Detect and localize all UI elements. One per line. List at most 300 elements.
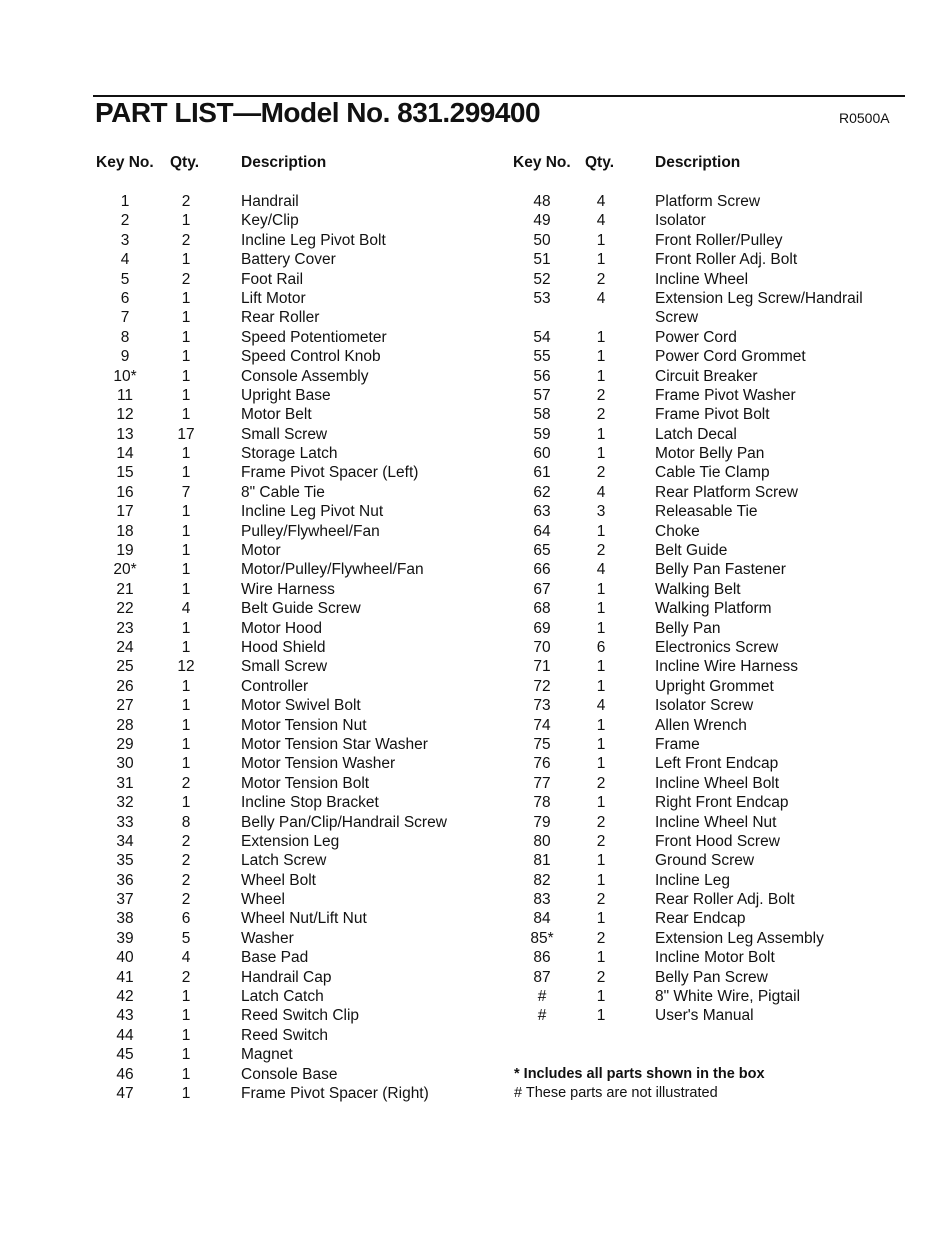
part-key-number: 47 [116,1084,134,1102]
part-description: Incline Leg [655,871,730,889]
part-description: Reed Switch [241,1026,329,1044]
part-quantity: 1 [181,794,191,812]
part-quantity: 2 [596,891,606,909]
part-row [0,793,950,812]
part-quantity: 1 [596,522,606,540]
part-row [0,774,950,793]
part-quantity: 2 [596,270,606,288]
part-row [0,463,950,482]
part-row [0,909,950,928]
part-description: Rear Roller [241,309,320,327]
part-quantity: 1 [596,1007,606,1025]
part-key-number: 33 [116,813,134,831]
part-row [0,638,950,657]
part-quantity: 1 [596,231,606,249]
part-key-number: 19 [116,542,134,560]
part-row [0,716,950,735]
part-row [0,386,950,405]
part-key-number: 8 [120,328,130,346]
part-row [0,1045,470,1064]
part-row [0,483,950,502]
part-description: Frame Pivot Bolt [655,406,770,424]
right-parts-list [0,192,950,1026]
part-quantity: 5 [181,929,191,947]
part-key-number: 77 [533,774,551,792]
part-description: Speed Control Knob [241,348,381,366]
part-description: Motor [241,542,281,560]
part-quantity: 1 [181,386,191,404]
part-description: Belly Pan/Clip/Handrail Screw [241,813,447,831]
right-description-header: Description [655,154,741,171]
part-description: Circuit Breaker [655,367,758,385]
part-description: Foot Rail [241,270,304,288]
part-key-number: 59 [533,425,551,443]
part-quantity: 1 [181,677,191,695]
part-quantity: 1 [596,600,606,618]
part-quantity: 1 [181,1026,191,1044]
page-title: PART LIST—Model No. 831.299400 [95,97,541,128]
part-key-number: 34 [116,832,134,850]
left-key-header: Key No. [96,154,154,171]
part-row [0,929,950,948]
part-description: Latch Screw [241,852,327,870]
part-description: Rear Platform Screw [655,483,798,501]
part-quantity: 1 [596,871,606,889]
part-quantity: 1 [181,638,191,656]
part-key-number: 24 [116,638,134,656]
part-description: Handrail Cap [241,968,332,986]
part-description: Wheel Nut/Lift Nut [241,910,367,928]
part-quantity: 1 [181,367,191,385]
part-description: Left Front Endcap [655,755,779,773]
part-quantity: 2 [181,891,191,909]
part-key-number: # [537,988,547,1006]
part-key-number: 4 [120,251,130,269]
part-quantity: 4 [596,561,606,579]
part-row [0,231,950,250]
part-description: Latch Decal [655,425,737,443]
part-quantity: 1 [596,425,606,443]
part-description: Handrail [241,193,299,210]
part-description: Frame [655,735,700,753]
part-description: Console Base [241,1065,338,1083]
part-description: 8" Cable Tie [241,483,325,501]
part-quantity: 1 [596,251,606,269]
part-description: Power Cord [655,328,737,346]
part-description: Hood Shield [241,638,326,656]
part-quantity: 2 [181,270,191,288]
part-quantity: 2 [181,968,191,986]
part-key-number: 51 [533,251,551,269]
part-quantity: 1 [181,988,191,1006]
part-key-number: 6 [120,289,130,307]
part-description: Extension Leg Screw/Handrail [655,289,863,307]
part-description: Extension Leg [241,832,340,850]
part-row [0,948,950,967]
part-quantity: 2 [596,968,606,986]
part-description: Belly Pan Screw [655,968,768,986]
part-description: Electronics Screw [655,638,779,656]
part-row [0,1026,470,1045]
part-quantity: 17 [177,425,195,443]
part-description: Motor Belly Pan [655,445,765,463]
right-qty-header: Qty. [585,154,614,171]
part-key-number: 12 [116,406,134,424]
part-quantity: 1 [596,794,606,812]
part-description: Small Screw [241,425,328,443]
part-quantity: 2 [596,832,606,850]
part-description: Frame Pivot Spacer (Left) [241,464,419,482]
part-key-number: 46 [116,1065,134,1083]
part-quantity: 2 [596,386,606,404]
part-row [0,522,950,541]
part-row [0,987,950,1006]
part-quantity: 1 [181,503,191,521]
part-key-number: 45 [116,1046,134,1064]
part-row [0,580,950,599]
part-key-number: 49 [533,212,551,230]
part-description: Ground Screw [655,852,755,870]
part-key-number: 28 [116,716,134,734]
part-key-number: 83 [533,891,551,909]
part-description: 8" White Wire, Pigtail [655,988,801,1006]
part-key-number: 11 [116,386,134,404]
part-description: Console Assembly [241,367,369,385]
part-quantity: 1 [181,542,191,560]
part-row [0,347,950,366]
part-key-number: 20* [113,561,137,579]
part-description: Motor/Pulley/Flywheel/Fan [241,561,424,579]
part-description: Motor Belt [241,406,312,424]
part-key-number: 65 [533,542,551,560]
part-description: Screw [655,309,699,327]
part-description: Wheel [241,891,285,909]
part-quantity: 2 [181,832,191,850]
part-description: Washer [241,929,294,947]
part-key-number: 1 [120,193,130,210]
part-quantity: 1 [181,697,191,715]
part-description: Incline Wire Harness [655,658,798,676]
left-description-header: Description [241,154,327,171]
part-row [0,813,950,832]
part-description: User's Manual [655,1007,754,1025]
part-row [0,696,950,715]
part-description: Incline Motor Bolt [655,949,775,967]
part-quantity: 1 [181,1084,191,1102]
part-key-number: 70 [533,638,551,656]
part-key-number: 13 [116,425,134,443]
part-row [0,367,950,386]
part-row [0,308,950,327]
part-key-number: 87 [533,968,551,986]
left-qty-header: Qty. [170,154,199,171]
part-description: Extension Leg Assembly [655,929,824,947]
part-row [0,832,950,851]
part-row [0,657,950,676]
part-quantity: 1 [596,445,606,463]
part-key-number: 67 [533,580,551,598]
part-description: Key/Clip [241,212,299,230]
part-description: Motor Swivel Bolt [241,697,361,715]
part-description: Wire Harness [241,580,335,598]
part-description: Allen Wrench [655,716,747,734]
part-description: Motor Tension Nut [241,716,367,734]
part-quantity: 1 [596,852,606,870]
part-description: Incline Leg Pivot Bolt [241,231,386,249]
part-key-number: 55 [533,348,551,366]
part-key-number: 69 [533,619,551,637]
includes-note: * Includes all parts shown in the box [514,1066,765,1082]
part-description: Battery Cover [241,251,336,269]
part-quantity: 4 [596,193,606,210]
part-key-number: 26 [116,677,134,695]
part-quantity: 1 [181,580,191,598]
part-key-number: 23 [116,619,134,637]
part-row [0,211,950,230]
part-description: Reed Switch Clip [241,1007,360,1025]
part-quantity: 2 [596,464,606,482]
part-key-number: # [537,1007,547,1025]
part-quantity: 1 [181,1065,191,1083]
part-quantity: 1 [181,561,191,579]
part-quantity: 1 [181,348,191,366]
part-key-number: 73 [533,697,551,715]
part-quantity: 4 [181,949,191,967]
part-quantity: 1 [596,580,606,598]
part-description: Choke [655,522,700,540]
part-quantity: 4 [596,212,606,230]
part-row [0,192,950,211]
part-key-number: 57 [533,386,551,404]
part-key-number: 81 [533,852,551,870]
part-quantity: 1 [596,755,606,773]
part-description: Front Hood Screw [655,832,780,850]
part-row [0,1006,950,1025]
part-description: Magnet [241,1046,293,1064]
part-key-number: 41 [116,968,134,986]
part-description: Pulley/Flywheel/Fan [241,522,380,540]
part-description: Motor Tension Washer [241,755,396,773]
part-row [0,328,950,347]
part-key-number: 63 [533,503,551,521]
part-quantity: 6 [596,638,606,656]
part-description: Walking Belt [655,580,741,598]
part-row [0,851,950,870]
part-description: Right Front Endcap [655,794,789,812]
part-quantity: 1 [181,522,191,540]
part-key-number: 30 [116,755,134,773]
part-description: Belt Guide [655,542,728,560]
part-key-number: 86 [533,949,551,967]
part-key-number: 25 [116,658,134,676]
part-key-number: 36 [116,871,134,889]
part-row [0,1084,470,1103]
part-quantity: 1 [181,716,191,734]
part-quantity: 4 [596,483,606,501]
part-description: Motor Tension Bolt [241,774,370,792]
part-key-number: 75 [533,735,551,753]
part-quantity: 1 [181,619,191,637]
part-quantity: 4 [181,600,191,618]
not-illustrated-note: # These parts are not illustrated [514,1085,718,1101]
part-quantity: 1 [596,949,606,967]
part-row [0,599,950,618]
part-key-number: 54 [533,328,551,346]
part-key-number: 22 [116,600,134,618]
part-description: Frame Pivot Washer [655,386,796,404]
part-description: Platform Screw [655,193,761,210]
part-key-number: 9 [120,348,130,366]
part-quantity: 2 [596,406,606,424]
part-quantity: 2 [181,774,191,792]
part-row [0,405,950,424]
part-key-number: 60 [533,445,551,463]
part-key-number: 35 [116,852,134,870]
part-row [0,270,950,289]
part-key-number: 43 [116,1007,134,1025]
part-description: Latch Catch [241,988,324,1006]
part-key-number: 71 [533,658,551,676]
part-description: Incline Wheel Bolt [655,774,780,792]
part-row [0,289,950,308]
part-description: Lift Motor [241,289,306,307]
part-quantity: 6 [181,910,191,928]
part-quantity: 1 [596,716,606,734]
part-row [0,1065,470,1084]
part-description: Incline Wheel [655,270,749,288]
part-quantity: 1 [181,309,191,327]
part-description: Cable Tie Clamp [655,464,770,482]
part-description: Upright Grommet [655,677,774,695]
part-description: Wheel Bolt [241,871,316,889]
part-description: Isolator [655,212,706,230]
part-row [0,890,950,909]
part-key-number: 80 [533,832,551,850]
part-description: Belly Pan [655,619,721,637]
part-description: Incline Wheel Nut [655,813,777,831]
part-quantity: 1 [596,328,606,346]
part-quantity: 1 [181,755,191,773]
part-key-number: 44 [116,1026,134,1044]
part-quantity: 2 [596,774,606,792]
part-row [0,502,950,521]
right-key-header: Key No. [513,154,571,171]
part-quantity: 8 [181,813,191,831]
part-key-number: 17 [116,503,134,521]
part-quantity: 1 [596,735,606,753]
part-row [0,754,950,773]
part-description: Frame Pivot Spacer (Right) [241,1084,429,1102]
part-description: Motor Hood [241,619,322,637]
part-description: Belt Guide Screw [241,600,361,618]
part-quantity: 4 [596,697,606,715]
part-quantity: 1 [181,212,191,230]
part-key-number: 40 [116,949,134,967]
part-quantity: 2 [181,193,191,210]
part-description: Upright Base [241,386,331,404]
part-key-number: 74 [533,716,551,734]
part-key-number: 15 [116,464,134,482]
part-key-number: 21 [116,580,134,598]
part-key-number: 18 [116,522,134,540]
part-key-number: 79 [533,813,551,831]
part-description: Walking Platform [655,600,772,618]
part-quantity: 1 [181,735,191,753]
part-description: Rear Endcap [655,910,746,928]
part-quantity: 3 [596,503,606,521]
part-quantity: 1 [596,619,606,637]
part-quantity: 2 [181,231,191,249]
part-quantity: 2 [596,929,606,947]
part-quantity: 1 [181,1007,191,1025]
part-quantity: 4 [596,289,606,307]
part-quantity: 1 [181,445,191,463]
part-row [0,444,950,463]
part-row [0,735,950,754]
part-key-number: 2 [120,212,130,230]
part-quantity: 1 [181,289,191,307]
part-quantity: 1 [596,988,606,1006]
part-key-number: 32 [116,794,134,812]
part-key-number: 14 [116,445,134,463]
part-description: Releasable Tie [655,503,758,521]
part-row [0,250,950,269]
part-key-number: 56 [533,367,551,385]
part-key-number: 61 [533,464,551,482]
part-key-number: 82 [533,871,551,889]
part-quantity: 1 [596,677,606,695]
part-row [0,560,950,579]
part-key-number: 53 [533,289,551,307]
part-key-number: 27 [116,697,134,715]
part-key-number: 10* [113,367,137,385]
part-quantity: 12 [177,658,195,676]
part-quantity: 1 [181,328,191,346]
part-description: Power Cord Grommet [655,348,806,366]
part-key-number: 16 [116,483,134,501]
part-key-number: 62 [533,483,551,501]
part-key-number: 66 [533,561,551,579]
part-quantity: 1 [596,348,606,366]
part-key-number: 50 [533,231,551,249]
part-row [0,968,950,987]
part-key-number: 64 [533,522,551,540]
part-key-number: 42 [116,988,134,1006]
part-key-number: 76 [533,755,551,773]
part-quantity: 2 [181,852,191,870]
part-quantity: 7 [181,483,191,501]
part-key-number: 31 [116,774,134,792]
part-key-number: 29 [116,735,134,753]
document-code: R0500A [839,110,890,126]
part-key-number: 7 [120,309,130,327]
part-row [0,871,950,890]
part-key-number: 38 [116,910,134,928]
part-key-number: 48 [533,193,551,210]
part-description: Belly Pan Fastener [655,561,786,579]
part-quantity: 2 [596,542,606,560]
part-quantity: 1 [596,910,606,928]
part-row [0,619,950,638]
part-quantity: 1 [596,367,606,385]
part-key-number: 85* [530,929,554,947]
part-description: Incline Leg Pivot Nut [241,503,384,521]
part-quantity: 1 [181,464,191,482]
part-description: Small Screw [241,658,328,676]
part-quantity: 2 [596,813,606,831]
part-quantity: 1 [181,406,191,424]
part-key-number: 72 [533,677,551,695]
